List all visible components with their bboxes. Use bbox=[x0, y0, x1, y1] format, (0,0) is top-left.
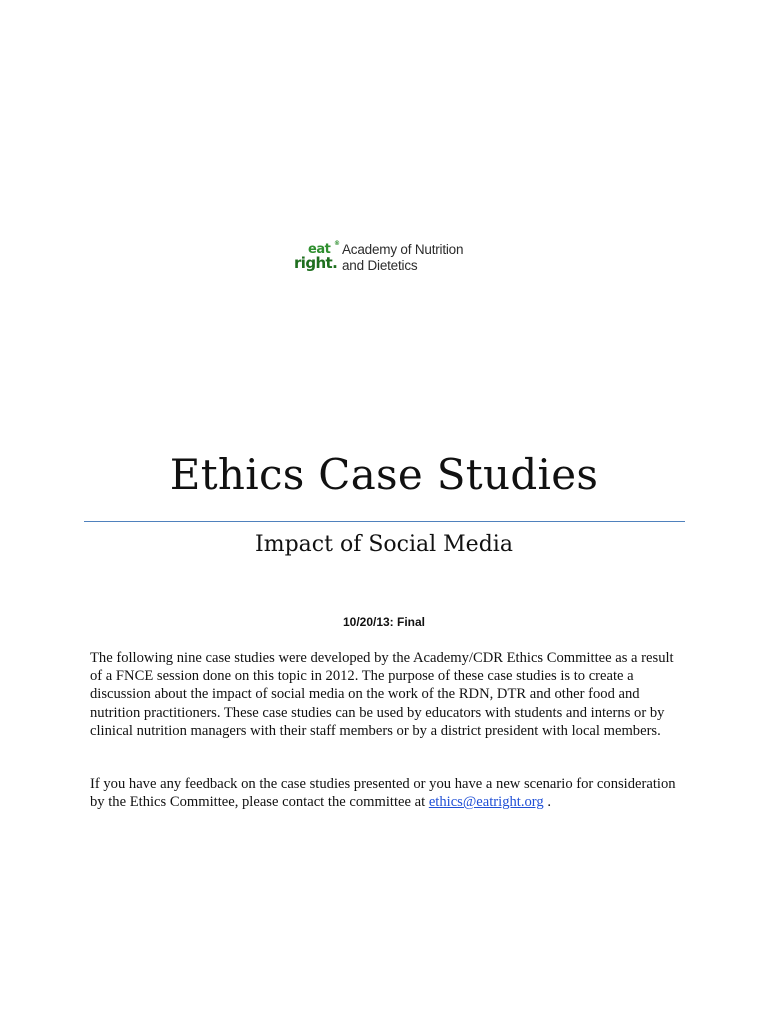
logo-line-1: Academy of Nutrition bbox=[342, 242, 464, 257]
document-subtitle: Impact of Social Media bbox=[255, 532, 513, 557]
intro-paragraph: The following nine case studies were developed by the Academy/CDR Ethics Committee as a result of a FNCE session done on this topic in 2012. The purpose of these case studies is to create a discussion about the impact of social media on the work of the RDN, DTR and other food and nutrition practitioners. These case studies can be used by educators with students and interns or by clinical nutrition managers with their staff members or by a district president with local members. bbox=[90, 650, 674, 739]
document-title: Ethics Case Studies bbox=[169, 450, 599, 499]
logo-line-2: and Dietetics bbox=[342, 258, 418, 273]
ethics-email-link[interactable]: ethics@eatright.org bbox=[428, 794, 544, 811]
eatright-logo-mark bbox=[294, 241, 338, 275]
feedback-end: . bbox=[547, 794, 552, 811]
feedback-text: If you have any feedback on the case studies presented or you have a new scenario for consideration by the Ethics Committee, please contact the committee at bbox=[90, 776, 676, 811]
version-status: 10/20/13: Final bbox=[342, 615, 426, 629]
logo-wordmark bbox=[342, 242, 463, 274]
logo-mark-right: right. bbox=[294, 254, 338, 272]
academy-logo bbox=[294, 240, 484, 276]
title-divider bbox=[84, 521, 685, 522]
logo-registered-symbol: ® bbox=[334, 240, 340, 247]
logo-mark-eat: eat bbox=[308, 242, 331, 257]
feedback-paragraph bbox=[90, 775, 684, 811]
